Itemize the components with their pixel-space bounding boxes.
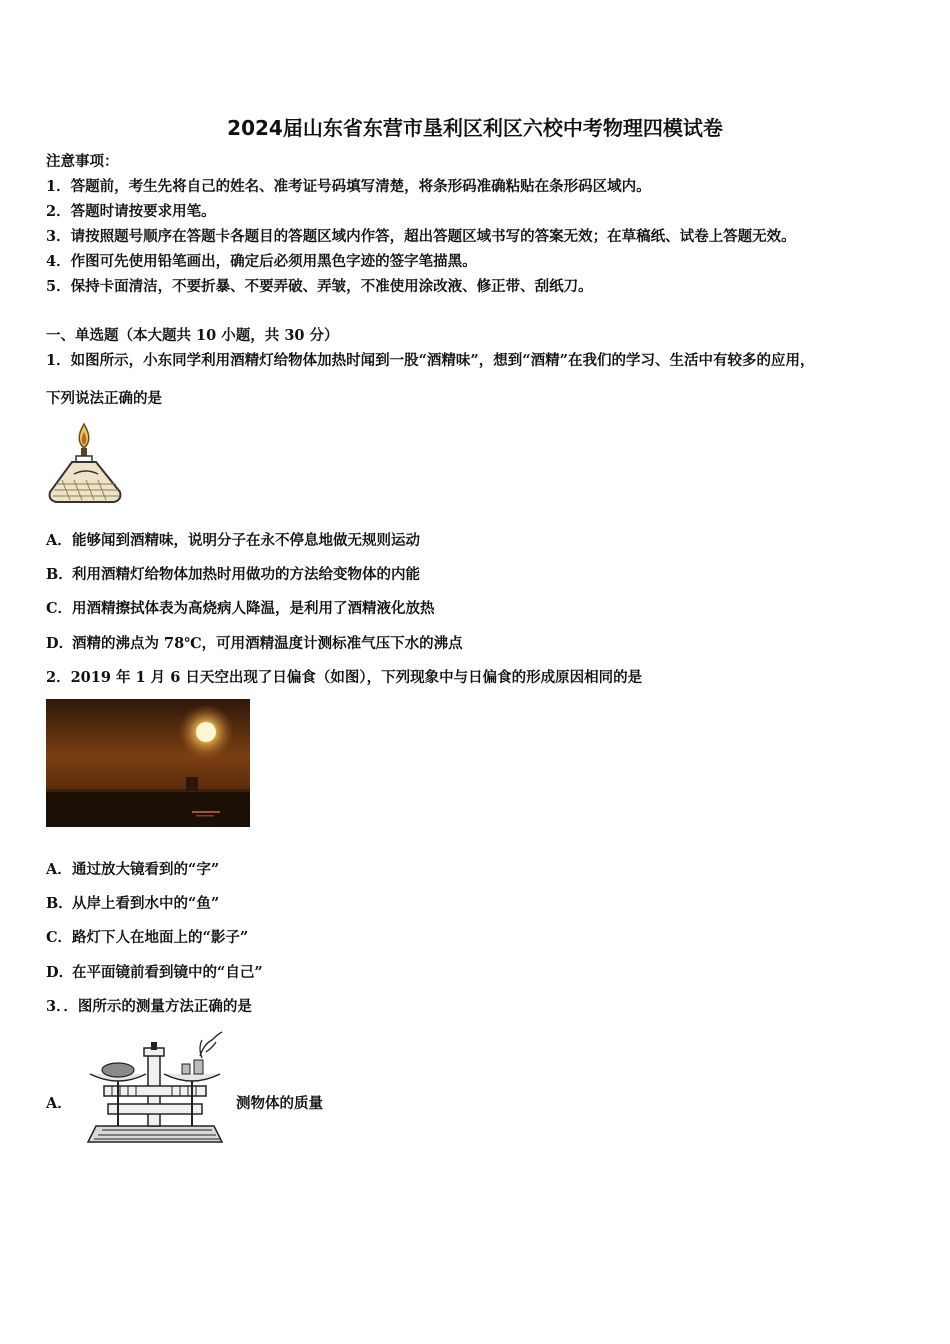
notice-item: 1．答题前，考生先将自己的姓名、准考证号码填写清楚，将条形码准确粘贴在条形码区域内。: [46, 178, 651, 195]
page-title: 2024届山东省东营市垦利区利区六校中考物理四模试卷: [227, 116, 723, 140]
option-letter: B．: [46, 895, 73, 912]
question-2-option-c[interactable]: [46, 929, 248, 947]
question-3-stem: 3．．图所示的测量方法正确的是: [46, 998, 252, 1015]
option-letter: C．: [46, 600, 73, 617]
notice-item: 3．请按照题号顺序在答题卡各题目的答题区域内作答，超出答题区域书写的答案无效；在草稿纸、试卷上答题无效。: [46, 228, 796, 245]
notice-item: 2．答题时请按要求用笔。: [46, 203, 216, 220]
notice-item: 4．作图可先使用铅笔画出，确定后必须用黑色字迹的签字笔描黑。: [46, 253, 477, 270]
option-text: 用酒精擦拭体表为高烧病人降温，是利用了酒精液化放热: [72, 600, 435, 617]
option-text: 能够闻到酒精味，说明分子在永不停息地做无规则运动: [72, 532, 420, 549]
section-heading: 一、单选题（本大题共 10 小题，共 30 分）: [46, 327, 339, 344]
option-letter: D．: [46, 635, 74, 652]
question-3-option-a-text: 测物体的质量: [236, 1095, 323, 1112]
option-letter: A．: [46, 532, 72, 549]
option-text: 路灯下人在地面上的“影子”: [72, 929, 249, 946]
option-text: 利用酒精灯给物体加热时用做功的方法给变物体的内能: [72, 566, 420, 583]
option-text: 酒精的沸点为 78℃，可用酒精温度计测标准气压下水的沸点: [72, 635, 463, 652]
question-3-option-a-letter[interactable]: A．: [46, 1095, 72, 1112]
alcohol-lamp-figure: [46, 418, 126, 510]
partial-eclipse-photo: [46, 699, 250, 827]
option-letter: B．: [46, 566, 73, 583]
question-1-option-b[interactable]: [46, 566, 420, 584]
question-2-option-b[interactable]: [46, 895, 219, 913]
question-1-option-c[interactable]: [46, 600, 435, 618]
option-letter: D．: [46, 964, 74, 981]
option-letter: C．: [46, 929, 73, 946]
question-2-option-a[interactable]: [46, 861, 219, 879]
question-1-option-d[interactable]: [46, 635, 463, 653]
option-text: 从岸上看到水中的“鱼”: [72, 895, 220, 912]
balance-scale-figure: [82, 1030, 228, 1146]
question-2-option-d[interactable]: [46, 964, 263, 982]
question-1-stem-cont: 下列说法正确的是: [46, 390, 162, 407]
option-letter: A．: [46, 861, 72, 878]
notice-heading: 注意事项：: [46, 153, 119, 170]
option-text: 通过放大镜看到的“字”: [72, 861, 220, 878]
option-text: 在平面镜前看到镜中的“自己”: [72, 964, 263, 981]
question-2-stem: 2．2019 年 1 月 6 日天空出现了日偏食（如图），下列现象中与日偏食的形成原因相同的是: [46, 669, 643, 686]
question-1-option-a[interactable]: [46, 532, 420, 550]
question-1-stem: 1．如图所示，小东同学利用酒精灯给物体加热时闻到一股“酒精味”，想到“酒精”在我们的学习、生活中有较多的应用，: [46, 352, 815, 369]
notice-item: 5．保持卡面清洁，不要折暴、不要弄破、弄皱，不准使用涂改液、修正带、刮纸刀。: [46, 278, 593, 295]
